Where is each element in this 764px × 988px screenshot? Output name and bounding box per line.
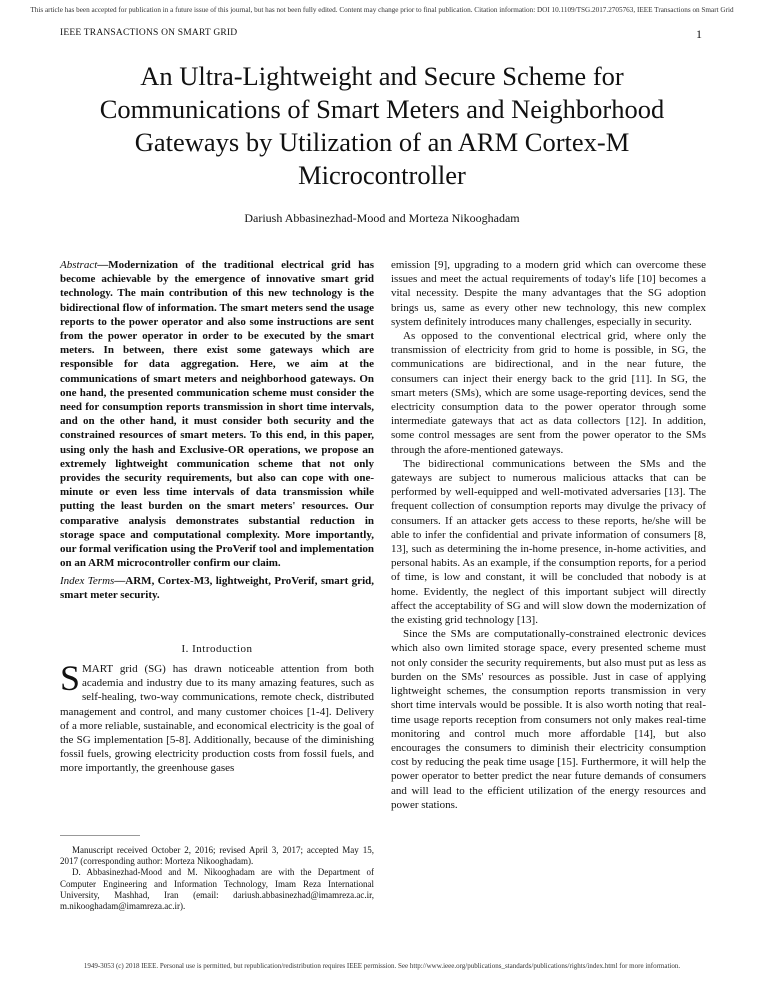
- body-paragraph: The bidirectional communications between the SMs and the gateways are subject to numerous malicious attacks that can be performed by well-equipped and well-motivated adversaries [13]. The frequent collection of consumption reports may divulge the privacy of consumers. If an attacker gets access to these reports, he/she will be able to infer the confidential and private information of consumers [8, 13], such as determining the in-home presence, in-home activities, and personal habits. As an example, if the consumption reports, for a period of time, is low and constant, it will be concluded that nobody is at home. Evidently, the neglect of this important subject will directly affect the acceptability of SG and will slow down the modernization of the existing grid technology [13].: [391, 457, 706, 627]
- abstract: [60, 258, 374, 570]
- index-terms-body: —ARM, Cortex-M3, lightweight, ProVerif, smart grid, smart meter security.: [60, 575, 374, 602]
- index-terms: [60, 574, 374, 602]
- abstract-body: —Modernization of the traditional electrical grid has become achievable by the emergence of innovative smart grid technology. The main contribution of this new technology is the bidirectional flow of information. The smart meters send the usage reports to the power operator and also some instructions are sent from the power operator in order to be executed by the smart meters. In between, there exist some gateways which are responsible for data aggregation. Here, we aim at the communications of smart meters and neighborhood gateways. On one hand, the presented communication scheme must consider the need for consumption reports transmission in short time intervals, and on the other hand, it must consider both security and the constrained resources of smart meters. To this end, in this paper, using only the hash and Exclusive-OR operations, we propose an extremely lightweight communication scheme that not only provides the security requirements, but also can cope with one-minute or even less time intervals of data transmission while putting the least burden on the smart meters' resources. Our comparative analysis demonstrates substantial reduction in storage space and computational complexity. More importantly, our formal verification using the ProVerif tool and implementation on an ARM microcontroller confirm our claim.: [60, 259, 374, 570]
- body-paragraph: As opposed to the conventional electrical grid, where only the transmission of electricity from grid to home is possible, in SG, the communications are bidirectional, and in the near future, the consumers can inject their energy back to the grid [11]. In SG, the smart meters (SMs), which are some usage-reporting devices, send the electricity consumption data to the power operator through some intermediate gateways that act as data collectors [12]. In addition, some control messages are sent from the power operator to the SMs through the afore-mentioned gateways.: [391, 330, 706, 456]
- abstract-lead: Abstract: [60, 259, 98, 271]
- paper-title: An Ultra-Lightweight and Secure Scheme for Communications of Smart Meters and Neighborhood Gateways by Utilization of an ARM Cortex-M Microcontroller: [99, 61, 665, 190]
- page-number: 1: [696, 27, 702, 41]
- intro-text: MART grid (SG) has drawn noticeable attention from both academia and industry due to its many amazing features, such as self-healing, two-way communications, remote check, distributed management and control, and many customer choices [1-4]. Delivery of a more reliable, sustainable, and economical electricity is the goal of the SG implementation [5-8]. Additionally, because of the diminishing fossil fuels, growing electricity production costs from fossil fuels, and more importantly, the greenhouse gases: [60, 663, 374, 775]
- intro-paragraph: [60, 658, 374, 776]
- right-column: [391, 258, 706, 812]
- author-list: Dariush Abbasinezhad-Mood and Morteza Nikooghadam: [244, 211, 520, 225]
- footnotes: [60, 845, 374, 912]
- drop-cap: S: [60, 658, 81, 698]
- copyright-notice: 1949-3053 (c) 2018 IEEE. Personal use is permitted, but republication/redistribution requires IEEE permission. See http://www.ieee.org/publications_standards/publications/rights/index.html for more information.: [83, 962, 681, 970]
- index-terms-lead: Index Terms: [60, 575, 115, 587]
- body-paragraph: Since the SMs are computationally-constrained electronic devices which also own limited storage space, every presented scheme must not only consider the security requirements, but also must put as less as burden on the SMs' resources as possible. Just in case of applying lightweight schemes, the consumption reports transmission in very short time intervals would be possible. It is also worth noting that real-time usage reports reception from consumers not only makes real-time monitoring and control much more affordable [14], but also encourages the consumers to diminish their electricity consumption cost by reducing the peak time usage [15]. Furthermore, it will help the power operator to better predict the near future demands of consumers and will lead to the efficient utilization of the energy resources and power stations.: [391, 628, 706, 811]
- publication-notice: This article has been accepted for publication in a future issue of this journal, but has not been fully edited. Content may change prior to final publication. Citation information: DOI 10.1109/TSG.2017.2705763, IEEE Transactions on Smart Grid: [30, 6, 734, 14]
- footnote-rule: [60, 835, 140, 836]
- section-heading: I. Introduction: [181, 643, 253, 655]
- footnote-received: Manuscript received October 2, 2016; revised April 3, 2017; accepted May 15, 2017 (corresponding author: Morteza Nikooghadam).: [60, 845, 374, 867]
- running-head: IEEE TRANSACTIONS ON SMART GRID: [60, 28, 238, 38]
- footnote-affiliation: D. Abbasinezhad-Mood and M. Nikooghadam are with the Department of Computer Engineering and Information Technology, Imam Reza International University, Mashhad, Iran (email: dariush.abbasinezhad@imamreza.ac.ir, m.nikooghadam@imamreza.ac.ir).: [60, 867, 374, 912]
- body-paragraph: emission [9], upgrading to a modern grid which can overcome these issues and meet the actual requirements of today's life [10] becomes a vital necessity. Despite the many advantages that the SG adoption brings us, same as every other new technology, this new complex system definitely introduces many challenges, especially in security.: [391, 259, 706, 328]
